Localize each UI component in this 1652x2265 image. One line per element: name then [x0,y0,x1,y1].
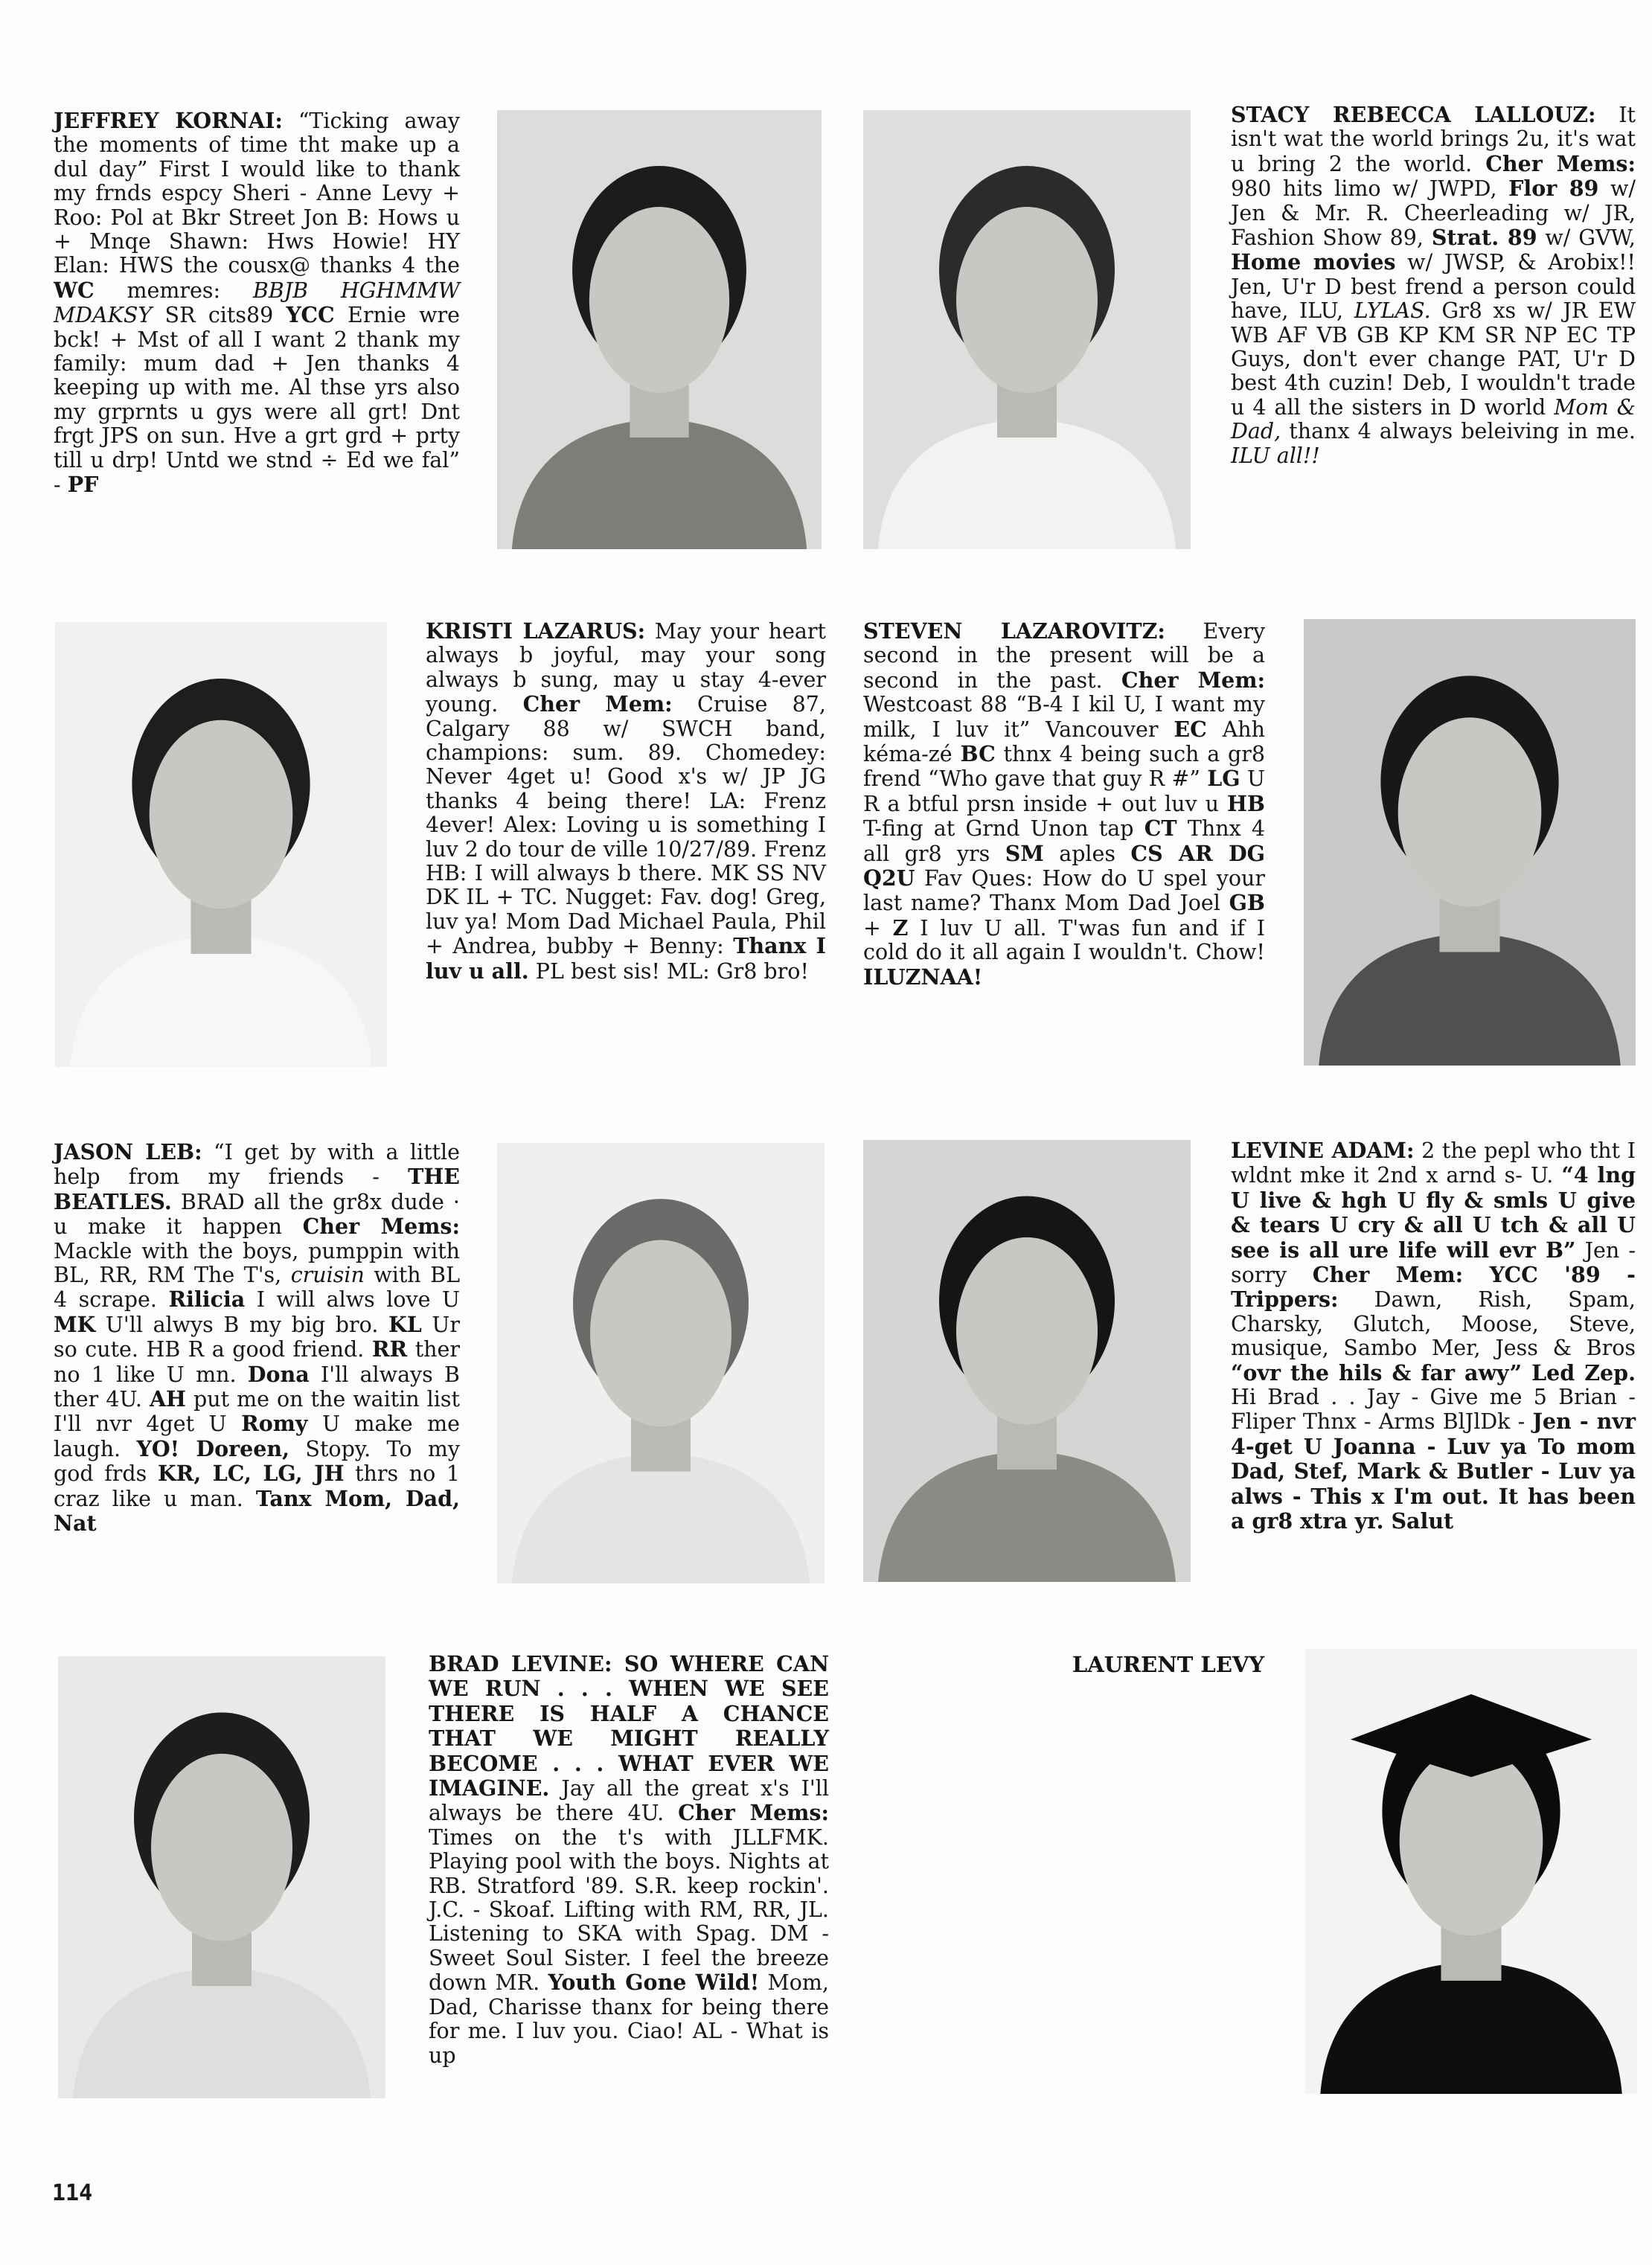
bio-text-segment: KR, LC, LG, JH [157,1461,345,1487]
portrait-face [150,720,293,909]
bio-text-segment: GB [1229,890,1265,916]
bio-text-segment: Westcoast 88 “B-4 I kil U, I want my milk, I luv it” Vancouver [863,692,1265,742]
bio-jeffrey-kornai [54,109,460,498]
bio-text-segment: YCC [286,302,335,328]
bio-text-segment: Home movies [1231,249,1396,275]
portrait-face [590,1240,731,1426]
bio-text-segment: Jay all the great x's I'll always be there 4U. [429,1776,829,1826]
student-name: KRISTI LAZARUS: [426,618,646,644]
student-name: STACY REBECCA LALLOUZ: [1231,102,1596,127]
bio-text-segment: Dawn, Rish, Spam, Charsky, Glutch, Moose, Steve, musique, Sambo Mer, Jess & Bros [1231,1287,1636,1361]
student-name: STEVEN LAZAROVITZ: [863,618,1165,644]
bio-text-segment: Stopy. To my god frds [54,1436,460,1487]
bio-text-segment: “I get by with a little help from my friends - [54,1140,460,1190]
bio-text-segment: AH [149,1386,186,1412]
portrait-image [863,1140,1191,1582]
student-name: BRAD LEVINE: SO WHERE CAN WE RUN . . . WHEN WE SEE THERE IS HALF A CHANCE THAT WE MIGHT REALLY BECOME . . . WHAT EVER WE IMAGINE. [429,1651,829,1801]
name-laurent-levy: LAURENT LEVY [1072,1652,1265,1677]
photo-stacy-rebecca-lallouz [863,110,1191,549]
bio-text-segment: Cher Mem: [522,691,673,717]
bio-text-segment: KL [388,1311,422,1337]
bio-text-segment: May your heart always b joyful, may your song always b sung, may u stay 4-ever young. [426,619,827,717]
bio-text-segment: Cher Mems: [302,1214,460,1240]
bio-text-segment: I'll always B ther 4U. [54,1362,460,1412]
bio-text-segment: thanx 4 always beleiving in me. [1281,419,1636,444]
bio-text-segment: “4 lng U live & hgh U fly & smls U give & tears U cry & all U tch & all U see is all ure life will evr B” [1231,1162,1636,1263]
photo-steven-lazarovitz [1304,619,1636,1066]
bio-text-segment: Thanx I luv u all. [426,933,826,984]
portrait-image [497,110,822,549]
bio-text-segment: SR cits89 [152,303,286,328]
portrait-face [1398,717,1542,906]
photo-kristi-lazarus [55,622,387,1067]
bio-text-segment: YO! Doreen, [136,1435,290,1461]
bio-text-segment: Cher Mem: [1121,667,1265,693]
portrait-image [497,1143,825,1583]
bio-text-segment: + [863,915,893,941]
bio-text-segment: w/ Jen & Mr. R. Cheerleading w/ JR, Fashion Show 89, [1231,176,1636,251]
bio-brad-levine [429,1652,829,2068]
bio-text-segment: CS AR DG Q2U [863,840,1266,891]
portrait-image [863,110,1191,549]
bio-text-segment: Ur so cute. HB R a good friend. [54,1312,461,1362]
bio-text-segment: thrs no 1 craz like u man. [54,1461,460,1511]
bio-text-segment: Mom & Dad, [1231,394,1636,444]
bio-text-segment: T-fing at Grnd Unon tap [863,816,1144,842]
bio-text-segment: Gr8 xs w/ JR EW WB AF VB GB KP KM SR NP EC TP Guys, don't ever change PAT, U'r D best 4th cuzin! Deb, I wouldn't trade u 4 all the sisters in D world [1231,298,1636,420]
photo-laurent-levy [1305,1649,1637,2094]
bio-text-segment: BRAD all the gr8x dude · u make it happen [54,1189,460,1240]
bio-text-segment: Flor 89 [1508,176,1599,202]
bio-kristi-lazarus [426,619,826,984]
portrait-image [1305,1649,1637,2094]
bio-text-segment: MK [54,1311,96,1337]
bio-jason-leb [54,1140,460,1537]
bio-text-segment: LYLAS. [1354,298,1431,324]
bio-text-segment: Dona [247,1361,310,1387]
bio-text-segment: “Ticking away the moments of time tht make up a dul day” First I would like to thank my frnds espcy Sheri - Anne Levy + Roo: Pol at Bkr Street Jon B: Hows u + Mnqe Shawn: Hws Howie! HY Elan: HWS the cousx@ thanks 4 the [54,109,460,278]
bio-text-segment: Fav Ques: How do U spel your last name? Thanx Mom Dad Joel [863,866,1265,916]
bio-text-segment: HB [1226,790,1265,816]
portrait-face [956,207,1098,393]
bio-text-segment: BC [960,741,996,767]
bio-text-segment: RR [371,1336,408,1362]
photo-jason-leb [497,1143,825,1583]
bio-text-segment: U make me laugh. [54,1412,460,1461]
bio-text-segment: PL best sis! ML: Gr8 bro! [528,958,809,984]
portrait-image [58,1656,385,2098]
bio-text-segment: Jen - sorry [1231,1237,1636,1288]
bio-text-segment: Mackle with the boys, pumppin with BL, RR, RM The T's, [54,1238,460,1288]
bio-stacy-rebecca-lallouz [1231,103,1636,468]
bio-text-segment: ILU all!! [1231,443,1320,468]
bio-text-segment: EC [1174,716,1207,742]
portrait-face [589,207,729,393]
bio-text-segment: thnx 4 being such a gr8 frend “Who gave that guy R #” [863,742,1265,792]
bio-text-segment: Every second in the present will be a second in the past. [863,619,1265,693]
portrait-image [55,622,387,1067]
portrait-face [151,1754,292,1941]
portrait-image [1304,619,1636,1066]
bio-text-segment: THE BEATLES. [54,1164,460,1214]
bio-text-segment: Hi Brad . . Jay - Give me 5 Brian - Fliper Thnx - Arms BlJlDk - [1231,1385,1636,1435]
bio-text-segment: Strat. 89 [1431,225,1537,251]
bio-text-segment: PF [67,472,99,498]
bio-text-segment: Cher Mem: YCC '89 - Trippers: [1231,1262,1636,1313]
bio-text-segment: Z [892,914,909,941]
bio-text-segment: memres: [94,278,253,303]
bio-text-segment: 980 hits limo w/ JWPD, [1231,176,1509,202]
bio-text-segment: “ovr the hils & far awy” Led Zep. [1231,1359,1636,1385]
photo-brad-levine [58,1656,385,2098]
bio-text-segment: with BL 4 scrape. [54,1263,461,1313]
bio-text-segment: put me on the waitin list I'll nvr 4get U [54,1387,460,1437]
bio-text-segment: U R a btful prsn inside + out luv u [863,766,1265,816]
bio-text-segment: Cher Mems: [1485,150,1636,176]
student-name: LEVINE ADAM: [1231,1138,1415,1163]
bio-text-segment: Times on the t's with JLLFMK. Playing pool with the boys. Nights at RB. Stratford '89. S.R. keep rockin'. J.C. - Skoaf. Lifting with RM, RR, JL. Listening to SKA with Spag. DM - Sweet Soul Sister. I feel the breeze down MR. [429,1825,829,1996]
bio-text-segment: Cruise 87, Calgary 88 w/ SWCH band, champions: sum. 89. Chomedey: Never 4get u! Good x's w/ JP JG thanks 4 being there! LA: Frenz 4ever! Alex: Loving u is something I luv 2 do tour de ville 10/27/89. Frenz HB: I will always b there. MK SS NV DK IL + TC. Nugget: Fav. dog! Greg, luv ya! Mom Dad Michael Paula, Phil + Andrea, bubby + Benny: [426,692,826,959]
bio-text-segment: cruisin [290,1263,365,1288]
bio-text-segment: Cher Mems: [678,1800,829,1826]
bio-text-segment: LG [1207,766,1240,792]
bio-text-segment: aples [1043,841,1131,866]
photo-adam-levine [863,1140,1191,1582]
bio-text-segment: I will alws love U [245,1287,461,1313]
bio-steven-lazarovitz [863,619,1265,990]
page-number: 114 [52,2180,93,2206]
bio-text-segment: Youth Gone Wild! [548,1970,760,1996]
bio-text-segment: Romy [241,1411,308,1437]
bio-text-segment: BBJB HGHMMW MDAKSY [54,278,460,328]
bio-text-segment: Ernie wre bck! + Mst of all I want 2 thank my family: mum dad + Jen thanks 4 keeping up with me. Al thse yrs also my grprnts u gys were all grt! Dnt frgt JPS on sun. Hve a grt grd + prty till u drp! Untd we stnd ÷ Ed we fal” - [54,303,460,498]
bio-text-segment: Thnx 4 all gr8 yrs [863,816,1265,866]
bio-text-segment: w/ GVW, [1537,225,1636,251]
bio-text-segment: U'll alwys B my big bro. [95,1312,388,1337]
photo-jeffrey-kornai [497,110,822,549]
bio-text-segment: Rilicia [168,1287,246,1313]
student-name: JEFFREY KORNAI: [54,108,283,133]
bio-text-segment: ther no 1 like U mn. [54,1337,460,1387]
bio-text-segment: SM [1005,840,1044,866]
student-name: JASON LEB: [54,1139,202,1164]
bio-text-segment: I luv U all. T'was fun and if I cold do it all again I wouldn't. Chow! [863,915,1265,965]
bio-text-segment: w/ JWSP, & Arobix!! Jen, U'r D best frend a person could have, ILU, [1231,250,1636,324]
bio-text-segment: Tanx Mom, Dad, Nat [54,1485,461,1537]
bio-text-segment: Mom, Dad, Charisse thanx for being there for me. I luv you. Ciao! AL - What is up [429,1970,829,2068]
bio-text-segment: ILUZNAA! [863,964,983,990]
portrait-face [956,1237,1098,1425]
bio-text-segment: WC [54,277,95,303]
bio-text-segment: Jen - nvr 4-get U Joanna - Luv ya To mom Dad, Stef, Mark & Butler - Luv ya alws - This x I'm out. It has been a gr8 xtra yr. Salut [1231,1409,1636,1534]
bio-text-segment: It isn't wat the world brings 2u, it's wat u bring 2 the world. [1231,103,1636,176]
bio-text-segment: 2 the pepl who tht I wldnt mke it 2nd x arnd s- U. [1231,1138,1636,1188]
bio-text-segment: CT [1144,816,1177,842]
bio-adam-levine [1231,1138,1636,1534]
bio-text-segment: Ahh kéma-zé [863,717,1265,767]
